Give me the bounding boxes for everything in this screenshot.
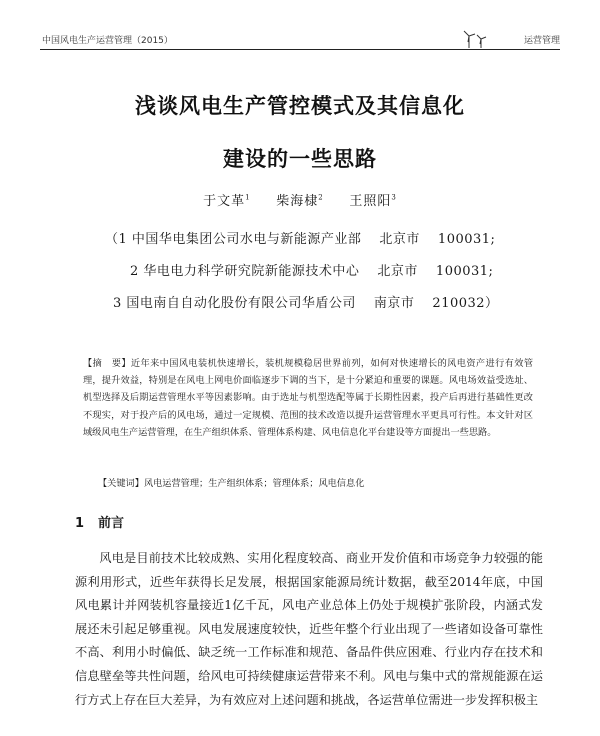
affiliation-city: 北京市 — [377, 264, 418, 279]
paper-title-line1: 浅谈风电生产管控模式及其信息化 — [135, 94, 465, 118]
wind-turbine-icon — [460, 30, 490, 48]
affiliation-org: 3 国电南自自动化股份有限公司华盾公司 — [113, 296, 356, 311]
affiliation-city: 南京市 — [373, 296, 415, 311]
affiliation-postcode: 210032） — [432, 296, 499, 311]
affiliation — [130, 260, 493, 279]
affiliation — [113, 292, 499, 311]
author-affiliation-mark: 2 — [318, 193, 324, 202]
abstract-label: 【摘 要】 — [83, 358, 131, 369]
section-title: 前言 — [98, 516, 125, 531]
section-label: 运营管理 — [523, 36, 560, 46]
affiliation-city: 北京市 — [379, 232, 420, 247]
section-heading — [75, 512, 124, 531]
affiliation-postcode: 100031; — [435, 264, 494, 279]
affiliation — [105, 228, 495, 247]
abstract-text: 近年来中国风电装机快速增长，装机规模稳居世界前列，如何对快速增长的风电资产进行有效管理，提升效益，特别是在风电上网电价面临逐步下调的当下，是十分紧迫和重要的课题。风电场效益受选址、机型选择及后期运营管理水平等因素影响。由于选址与机型选配等属于长期性因素，投产后再进行基础性更改不现实，对于投产后的风电场，通过一定规模、范围的技术改造以提升运营管理水平更具可行性。本文针对区域级风电生产运营管理，在生产组织体系、管理体系构建、风电信息化平台建设等方面提出一些思路。 — [83, 358, 534, 438]
author-affiliation-mark: 3 — [391, 193, 397, 202]
author-name: 王照阳 — [349, 194, 392, 209]
keywords — [98, 476, 538, 491]
author-list — [0, 190, 600, 209]
header-rule — [40, 49, 560, 50]
abstract — [83, 355, 533, 441]
affiliation-org: 2 华电电力科学研究院新能源技术中心 — [130, 264, 360, 279]
journal-name: 中国风电生产运营管理（2015） — [42, 36, 173, 46]
body-paragraph: 风电是目前技术比较成熟、实用化程度较高、商业开发价值和市场竞争力较强的能源利用形式，近些年获得长足发展，根据国家能源局统计数据，截至2014年底，中国风电累计并网装机容量接近1亿千瓦，风电产业总体上仍处于规模扩张阶段，内涵式发展还未引起足够重视。风电发展速度较快，近些年整个行业出现了一些诸如设备可靠性不高、利用小时偏低、缺乏统一工作标准和规范、备品件供应困难、行业内存在技术和信息壁垒等共性问题，给风电可持续健康运营带来不利。风电与集中式的常规能源在运行方式上存在巨大差异，为有效应对上述问题和挑战，各运营单位需进一步发挥积极主 — [75, 551, 543, 707]
author-affiliation-mark: 1 — [245, 193, 251, 202]
author-name: 柴海棣 — [276, 194, 319, 209]
paper-title-line2: 建设的一些思路 — [223, 147, 377, 171]
author-name: 于文革 — [203, 194, 246, 209]
keywords-text: 风电运营管理；生产组织体系；管理体系；风电信息化 — [143, 478, 365, 489]
affiliation-org: （1 中国华电集团公司水电与新能源产业部 — [105, 232, 362, 247]
section-number: 1 — [75, 516, 85, 531]
keywords-label: 【关键词】 — [98, 478, 144, 489]
affiliation-postcode: 100031; — [437, 232, 496, 247]
